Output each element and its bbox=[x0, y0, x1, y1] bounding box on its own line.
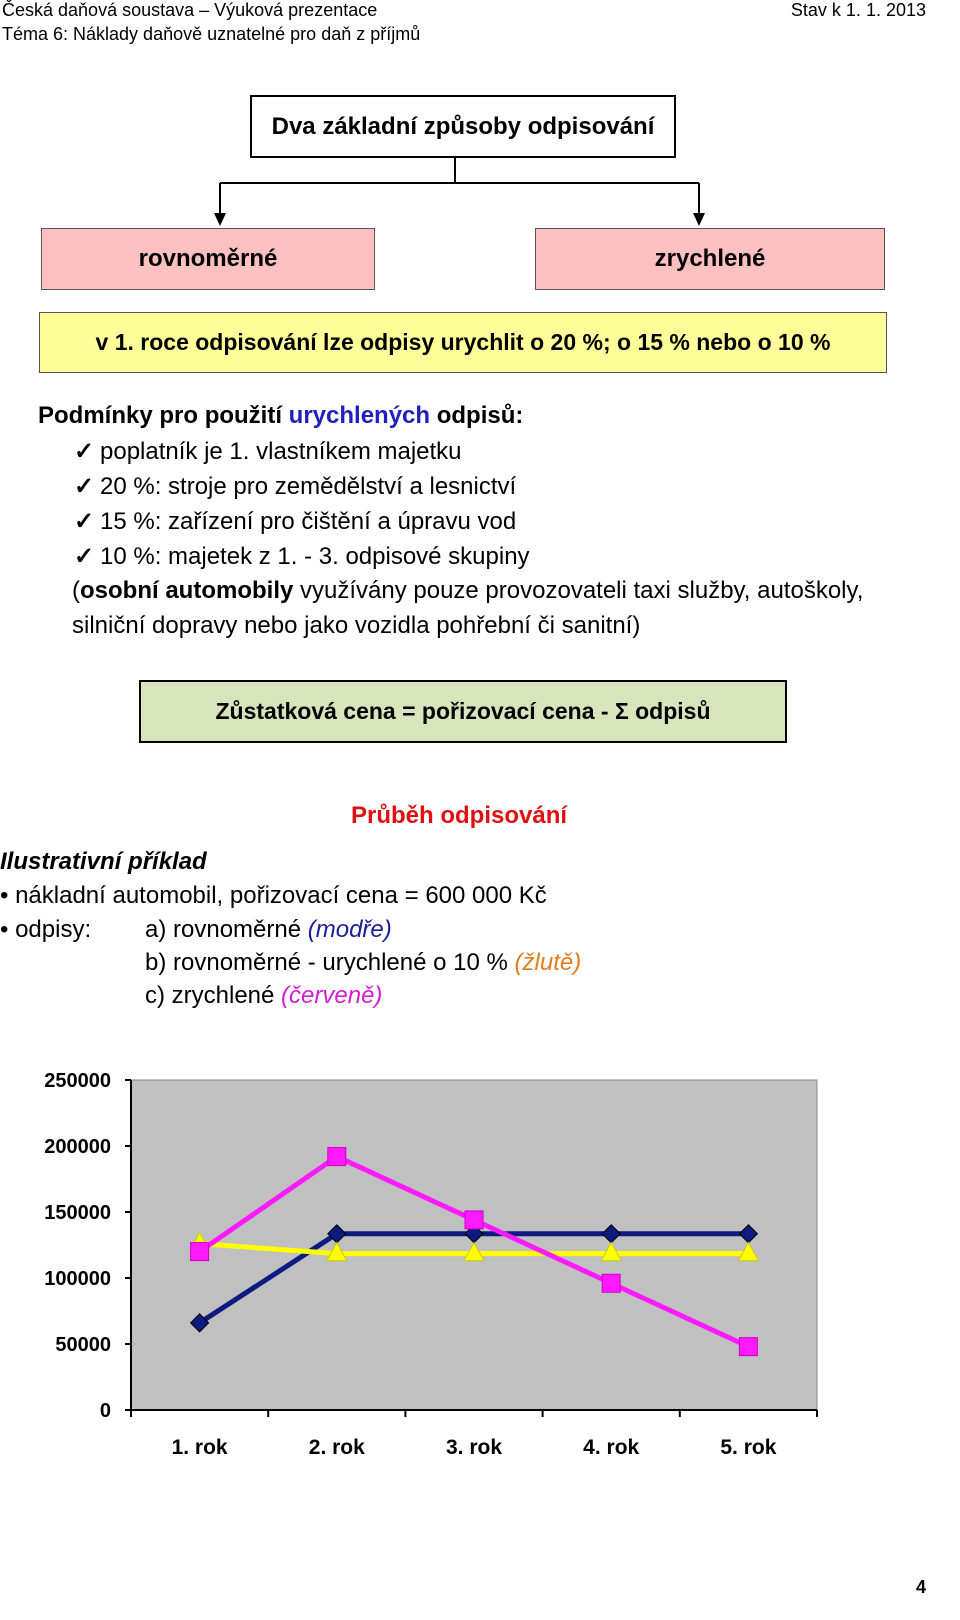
section-title: Průběh odpisování bbox=[351, 802, 568, 829]
example-option-c: c) zrychlené (červeně) bbox=[145, 982, 383, 1009]
diagram-right-box bbox=[535, 228, 885, 290]
data-point bbox=[739, 1338, 757, 1356]
data-point bbox=[191, 1243, 209, 1261]
bullet-icon: • bbox=[0, 916, 16, 943]
condition-item: ✓ poplatník je 1. vlastníkem majetku bbox=[74, 438, 462, 465]
example-option-b: b) rovnoměrné - urychlené o 10 % (žlutě) bbox=[145, 949, 582, 976]
diagram-left-text: rovnoměrné bbox=[138, 245, 278, 272]
bullet-icon: • bbox=[0, 882, 16, 909]
depreciation-chart bbox=[0, 1050, 960, 1480]
x-tick-label: 2. rok bbox=[308, 1436, 365, 1459]
diagram-right-text: zrychlené bbox=[654, 245, 766, 272]
x-tick-label: 1. rok bbox=[171, 1436, 228, 1459]
data-point bbox=[328, 1148, 346, 1166]
example-bullet2: • odpisy: bbox=[0, 916, 92, 943]
y-tick-label: 200000 bbox=[44, 1136, 111, 1158]
example-label: Ilustrativní příklad bbox=[0, 848, 207, 875]
condition-paren-line2: silniční dopravy nebo jako vozidla pohřební či sanitní) bbox=[72, 612, 641, 639]
data-point bbox=[465, 1211, 483, 1229]
condition-item: ✓ 15 %: zařízení pro čištění a úpravu vod bbox=[74, 508, 517, 535]
diagram-left-box bbox=[41, 228, 375, 290]
checkmark-icon: ✓ bbox=[74, 543, 95, 570]
x-tick-label: 5. rok bbox=[720, 1436, 777, 1459]
conditions-title: Podmínky pro použití urychlených odpisů: bbox=[38, 402, 524, 429]
diagram-connectors bbox=[0, 0, 960, 240]
condition-item: ✓ 10 %: majetek z 1. - 3. odpisové skupiny bbox=[74, 543, 530, 570]
y-tick-label: 100000 bbox=[44, 1268, 111, 1290]
diagram-top-text: Dva základní způsoby odpisování bbox=[271, 112, 655, 140]
example-option-a: a) rovnoměrné (modře) bbox=[145, 916, 392, 943]
example-bullet1: • nákladní automobil, pořizovací cena = 600 000 Kč bbox=[0, 882, 547, 909]
header-left-line2: Téma 6: Náklady daňově uznatelné pro daň z příjmů bbox=[2, 24, 421, 44]
y-tick-label: 0 bbox=[99, 1400, 111, 1422]
y-tick-label: 150000 bbox=[44, 1202, 111, 1224]
page-number: 4 bbox=[915, 1577, 926, 1597]
header-left-line1: Česká daňová soustava – Výuková prezentace bbox=[2, 0, 378, 20]
y-tick-label: 250000 bbox=[44, 1070, 111, 1092]
checkmark-icon: ✓ bbox=[74, 508, 95, 535]
condition-paren-line1: (osobní automobily využívány pouze provozovateli taxi služby, autoškoly, bbox=[72, 577, 864, 604]
condition-item: ✓ 20 %: stroje pro zemědělství a lesnictví bbox=[74, 473, 517, 500]
y-tick-label: 50000 bbox=[55, 1334, 111, 1356]
x-tick-label: 3. rok bbox=[445, 1436, 503, 1459]
diagram-note-text: v 1. roce odpisování lze odpisy urychlit o 20 %; o 15 % nebo o 10 % bbox=[95, 329, 831, 355]
checkmark-icon: ✓ bbox=[74, 473, 95, 500]
x-tick-label: 4. rok bbox=[583, 1436, 640, 1459]
checkmark-icon: ✓ bbox=[74, 438, 95, 465]
header-right: Stav k 1. 1. 2013 bbox=[790, 0, 926, 20]
formula-box bbox=[139, 680, 787, 743]
formula-text: Zůstatková cena = pořizovací cena - Σ odpisů bbox=[215, 698, 711, 724]
data-point bbox=[602, 1274, 620, 1292]
diagram-note-box bbox=[39, 312, 887, 373]
